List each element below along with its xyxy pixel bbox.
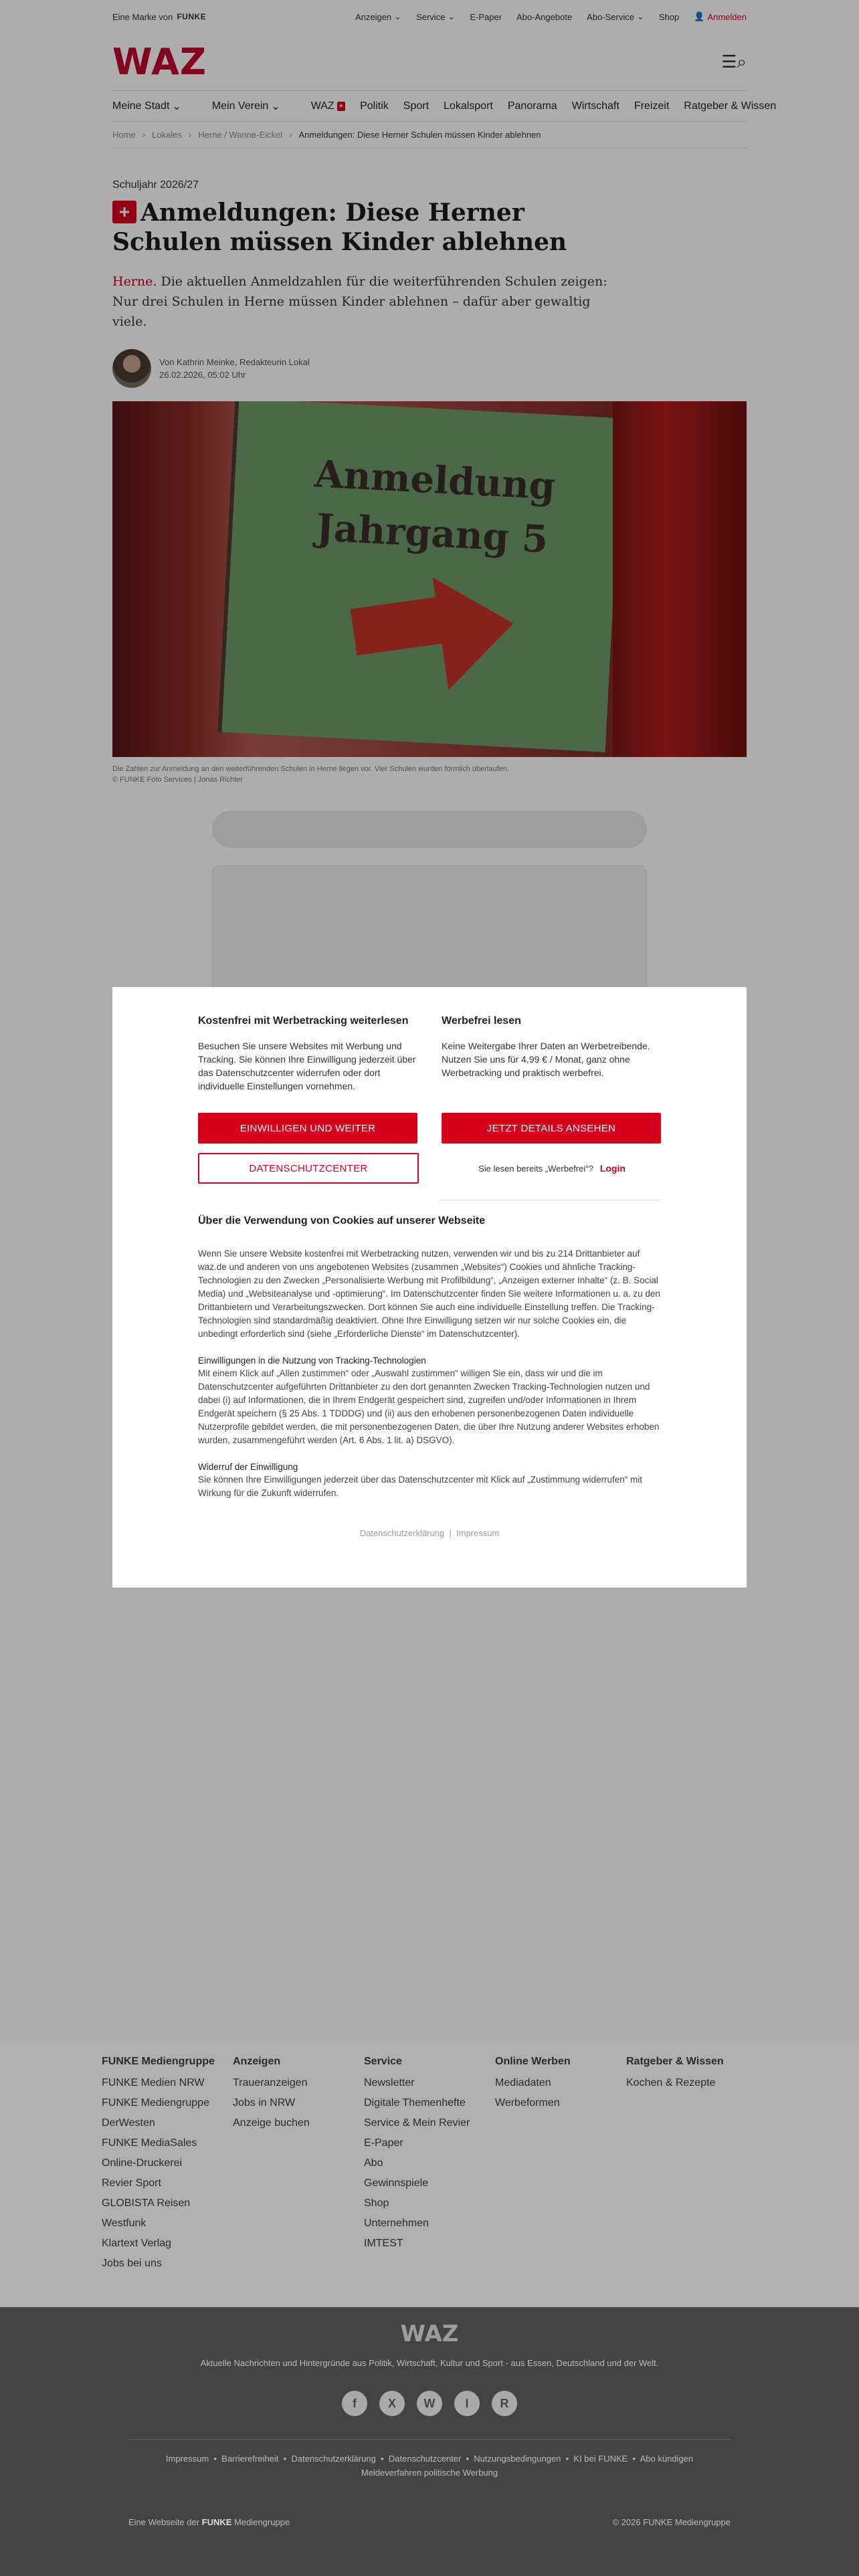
waz-logo[interactable]: WAZ	[112, 41, 207, 83]
nav-freizeit[interactable]: Freizeit	[634, 100, 670, 112]
whatsapp-icon[interactable]: W	[417, 2391, 442, 2416]
menu-search-icon[interactable]: ☰⌕	[721, 51, 747, 72]
footer-link[interactable]: Gewinnspiele	[364, 2177, 429, 2189]
footer-link[interactable]: FUNKE Mediengruppe	[102, 2097, 209, 2109]
plus-badge: +	[337, 102, 345, 111]
article-date: 26.02.2026, 05:02 Uhr	[159, 370, 246, 380]
footer-link[interactable]: IMTEST	[364, 2238, 403, 2249]
footer-link[interactable]: E-Paper	[364, 2137, 403, 2149]
chevron-down-icon: ⌄	[271, 100, 280, 112]
footer-link[interactable]: GLOBISTA Reisen	[102, 2197, 191, 2209]
footer-link[interactable]: Online-Druckerei	[102, 2157, 183, 2169]
topnav-label: Anzeigen	[355, 11, 392, 22]
footer-col-title: Service	[364, 2056, 402, 2067]
already-subscribed	[443, 1153, 661, 1184]
footer-owner	[128, 2517, 290, 2527]
sign-line-2: Jahrgang 5	[315, 505, 549, 562]
footer-claim: Aktuelle Nachrichten und Hintergründe aus Politik, Wirtschaft, Kultur und Sport - aus Essen, Deutschland und der Welt.	[200, 2358, 659, 2368]
topnav-shop[interactable]: Shop	[658, 11, 680, 22]
nav-panorama[interactable]: Panorama	[507, 100, 557, 112]
breadcrumb-separator: ›	[142, 130, 146, 140]
nav-ratgeber[interactable]: Ratgeber & Wissen	[684, 100, 777, 112]
footer-col-title: Ratgeber & Wissen	[626, 2056, 724, 2067]
consent-options	[198, 1014, 661, 1093]
consent-footer-links	[198, 1528, 661, 1538]
footer-bottom-row	[128, 2517, 731, 2527]
footer-columns	[102, 2040, 757, 2274]
nav-sport[interactable]: Sport	[403, 100, 430, 112]
footer-link[interactable]: Digitale Themenhefte	[364, 2097, 466, 2109]
consent-dialog	[112, 987, 747, 1588]
legal-link[interactable]: Abo kündigen	[640, 2454, 694, 2464]
nav-politik[interactable]: Politik	[360, 100, 389, 112]
chevron-down-icon: ⌄	[636, 11, 644, 21]
topnav-abo-angebote[interactable]: Abo-Angebote	[516, 11, 573, 22]
article-kicker: Schuljahr 2026/27	[112, 179, 199, 191]
chevron-down-icon: ⌄	[172, 100, 181, 112]
topnav-epaper[interactable]: E-Paper	[470, 11, 502, 22]
legal-link[interactable]: KI bei FUNKE	[573, 2454, 628, 2464]
footer-link[interactable]: Newsletter	[364, 2077, 415, 2088]
link-separator: |	[446, 1528, 456, 1538]
footer-col-service	[364, 2054, 495, 2274]
chevron-down-icon: ⌄	[394, 11, 402, 21]
footer-col-title: Online Werben	[495, 2056, 571, 2067]
footer-link[interactable]: DerWesten	[102, 2117, 155, 2129]
breadcrumb-current: Anmeldungen: Diese Herner Schulen müssen Kinder ablehnen	[298, 130, 541, 140]
x-icon[interactable]: X	[379, 2391, 405, 2416]
paid-option-title: Werbefrei lesen	[442, 1015, 521, 1027]
author-name[interactable]: Von Kathrin Meinke, Redakteurin Lokal	[159, 357, 310, 367]
copyright: © 2026 FUNKE Mediengruppe	[612, 2517, 731, 2527]
footer-logo[interactable]: WAZ	[400, 2321, 459, 2347]
cookie-subheading-2: Widerruf der Einwilligung	[198, 1462, 298, 1472]
user-icon: 👤	[694, 11, 705, 21]
footer-link[interactable]: Anzeige buchen	[233, 2117, 310, 2129]
imprint-link[interactable]: Impressum	[456, 1528, 500, 1538]
owner-suffix: Mediengruppe	[234, 2517, 290, 2527]
nav-label: Mein Verein	[211, 100, 269, 112]
topnav-label: Abo-Service	[587, 11, 634, 22]
footer-link[interactable]: FUNKE Medien NRW	[102, 2077, 205, 2088]
footer-link[interactable]: Traueranzeigen	[233, 2077, 308, 2088]
footer-link[interactable]: Jobs in NRW	[233, 2097, 296, 2109]
breadcrumb-herne[interactable]: Herne / Wanne-Eickel	[198, 130, 283, 140]
social-links	[0, 2391, 859, 2416]
paid-option-text: Keine Weitergabe Ihrer Daten an Werbetreibende. Nutzen Sie uns für 4,99 € / Monat, ganz ohne Werbetracking und praktisch werbefrei.	[442, 1041, 650, 1078]
footer-link[interactable]: Revier Sport	[102, 2177, 161, 2189]
privacy-center-button[interactable]: DATENSCHUTZCENTER	[198, 1153, 419, 1184]
brand-prefix: Eine Marke von	[112, 11, 173, 22]
funke-logo[interactable]: FUNKE	[177, 12, 207, 21]
nav-lokalsport[interactable]: Lokalsport	[444, 100, 493, 112]
privacy-link[interactable]: Datenschutzerklärung	[359, 1528, 445, 1538]
legal-link[interactable]: Barrierefreiheit	[221, 2454, 279, 2464]
facebook-icon[interactable]: f	[342, 2391, 367, 2416]
footer-link[interactable]: Klartext Verlag	[102, 2238, 172, 2249]
footer-col-online-werben	[495, 2054, 626, 2274]
cookie-body-1: Wenn Sie unsere Website kostenfrei mit Werbetracking nutzen, verwenden wir und bis zu 214 Drittanbieter auf waz.de und anderen von uns angebotenen Websites (zusammen „Websites“) Cookies und ähnliche Tracking-Technologien zu den Zwecken „Personalisierte Werbung mit Profilbildung“, „Anzeigen externer Inhalte“ (z. B. Social Media) und „Websiteanalyse und -optimierung“. Im Datenschutzcenter finden Sie weitere Informationen u. a. zu den Drittanbietern und Verarbeitungszwecken. Dort können Sie auch eine individuelle Einstellung treffen. Die Tracking-Technologien sind standardmäßig deaktiviert. Ohne Ihre Einwilligung setzen wir nur solche Cookies ein, die unbedingt erforderlich sind (siehe „Erforderliche Dienste“ im Datenschutzcenter).	[198, 1249, 660, 1339]
free-option-title: Kostenfrei mit Werbetracking weiterlesen	[198, 1015, 409, 1027]
legal-link[interactable]: Nutzungsbedingungen	[474, 2454, 561, 2464]
login-label: Anmelden	[707, 11, 747, 22]
legal-link[interactable]: Meldeverfahren politische Werbung	[361, 2468, 498, 2478]
cookie-body-2: Mit einem Klick auf „Allen zustimmen“ oder „Auswahl zustimmen“ willigen Sie ein, dass wir und die im Datenschutzcenter aufgeführten Drittanbieter zu den dort genannten Zwecken Tracking-Technologien nutzen und dabei (i) auf Informationen, die in Ihrem Endgerät gespeichert sind, zugreifen und/oder Informationen in Ihrem Endgerät speichern (§ 25 Abs. 1 TDDDG) und (ii) aus den erhobenen personenbezogenen Daten individuelle Nutzerprofile gebildet werden, die mit personenbezogenen Daten, die über Ihre Nutzung anderer Websites erhoben wurden, zusammengeführt werden (Art. 6 Abs. 1 lit. a) DSGVO).	[198, 1368, 660, 1445]
free-option-text: Besuchen Sie unsere Websites mit Werbung und Tracking. Sie können Ihre Einwilligung jederzeit über das Datenschutzcenter widerrufen oder dort individuelle Einstellungen vornehmen.	[198, 1041, 416, 1091]
sign-line-1: Anmeldung	[313, 451, 557, 509]
caption-text: Die Zahlen zur Anmeldung an den weiterführenden Schulen in Herne liegen vor. Vier Schulen wurden förmlich überlaufen.	[112, 765, 509, 773]
legal-link[interactable]: Datenschutzcenter	[388, 2454, 462, 2464]
topnav-label: Service	[416, 11, 446, 22]
footer-link[interactable]: Westfunk	[102, 2218, 147, 2229]
footer-bottom	[0, 2307, 859, 2576]
breadcrumb-home[interactable]: Home	[112, 130, 136, 140]
plus-badge: +	[112, 201, 136, 223]
legal-links: Impressum • Barrierefreiheit • Datenschutzerklärung • Datenschutzcenter • Nutzungsbedingungen • KI bei FUNKE • Abo kündigen Meldeverfahren politische Werbung	[128, 2439, 731, 2480]
consent-secondary-row	[198, 1153, 661, 1184]
teaser-text: Die aktuellen Anmeldzahlen für die weiterführenden Schulen zeigen: Nur drei Schulen in Herne müssen Kinder ablehnen – dafür aber gewaltig viele.	[112, 274, 607, 329]
footer-link[interactable]: Werbeformen	[495, 2097, 560, 2109]
cookie-body-3: Sie können Ihre Einwilligungen jederzeit über das Datenschutzcenter mit Klick auf „Zustimmung widerrufen“ mit Wirkung für die Zukunft widerrufen.	[198, 1475, 643, 1498]
rss-icon[interactable]: R	[492, 2391, 517, 2416]
instagram-icon[interactable]: I	[454, 2391, 480, 2416]
footer-link[interactable]: FUNKE MediaSales	[102, 2137, 197, 2149]
chevron-down-icon: ⌄	[448, 11, 456, 21]
consent-free-option	[198, 1014, 417, 1093]
footer-link[interactable]: Mediadaten	[495, 2077, 551, 2088]
caption-credit: © FUNKE Foto Services | Jonas Richter	[112, 776, 243, 784]
footer-col-title: Anzeigen	[233, 2056, 281, 2067]
footer-col-funke	[102, 2054, 233, 2274]
breadcrumb-lokales[interactable]: Lokales	[152, 130, 182, 140]
footer-col-title: FUNKE Mediengruppe	[102, 2056, 215, 2067]
nav-label: WAZ	[310, 100, 335, 112]
accept-button[interactable]: EINWILLIGEN UND WEITER	[198, 1113, 417, 1144]
consent-primary-buttons	[198, 1113, 661, 1144]
teaser-location: Herne.	[112, 274, 157, 289]
footer-link[interactable]: Unternehmen	[364, 2218, 429, 2229]
breadcrumb-separator: ›	[188, 130, 192, 140]
footer-link[interactable]: Service & Mein Revier	[364, 2117, 470, 2129]
footer-link[interactable]: Abo	[364, 2157, 383, 2169]
cookie-subheading-1: Einwilligungen in die Nutzung von Tracking-Technologien	[198, 1356, 426, 1366]
login-button[interactable]: Login	[599, 1163, 626, 1174]
cookie-heading: Über die Verwendung von Cookies auf unserer Webseite	[198, 1215, 486, 1226]
footer-link[interactable]: Jobs bei uns	[102, 2258, 162, 2269]
footer-link[interactable]: Shop	[364, 2197, 389, 2209]
nav-label: Meine Stadt	[112, 100, 170, 112]
footer-col-anzeigen	[233, 2054, 364, 2274]
details-button[interactable]: JETZT DETAILS ANSEHEN	[442, 1113, 661, 1144]
owner-prefix: Eine Webseite der	[128, 2517, 199, 2527]
legal-link[interactable]: Datenschutzerklärung	[291, 2454, 376, 2464]
owner-brand: FUNKE	[201, 2517, 232, 2527]
footer-link[interactable]: Kochen & Rezepte	[626, 2077, 716, 2088]
legal-link[interactable]: Impressum	[165, 2454, 209, 2464]
headline-text: Anmeldungen: Diese Herner Schulen müssen Kinder ablehnen	[112, 199, 567, 256]
consent-paid-option	[442, 1014, 661, 1093]
nav-wirtschaft[interactable]: Wirtschaft	[571, 100, 619, 112]
breadcrumb-separator: ›	[289, 130, 292, 140]
footer-col-ratgeber	[626, 2054, 757, 2274]
footer-link-area	[0, 2040, 859, 2307]
already-text: Sie lesen bereits „Werbefrei“?	[478, 1163, 593, 1174]
